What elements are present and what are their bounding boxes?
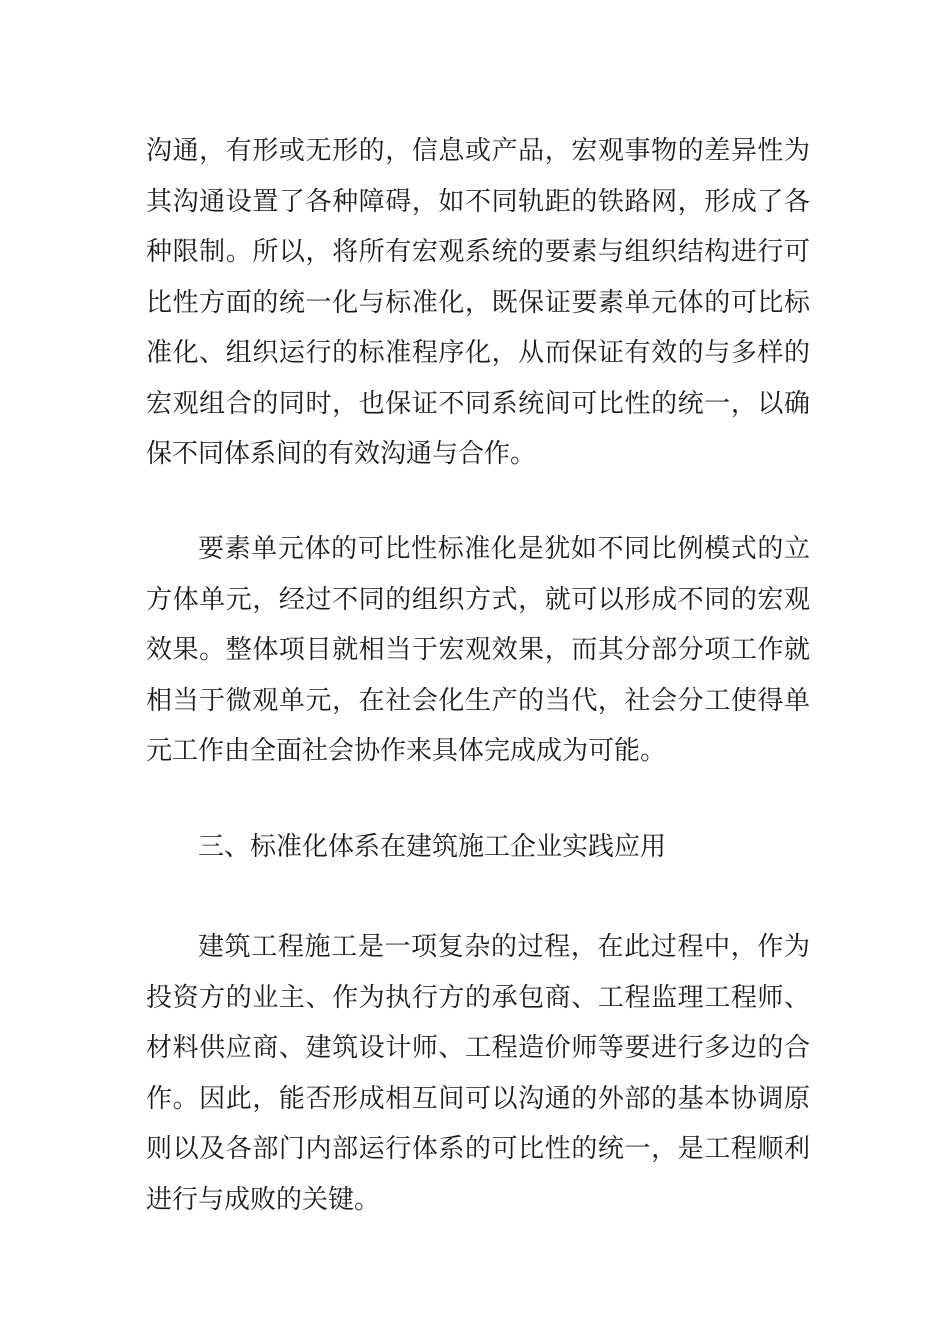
paragraph-communication-barriers: 沟通，有形或无形的，信息或产品，宏观事物的差异性为其沟通设置了各种障碍，如不同轨距的铁路网，形成了各种限制。所以，将所有宏观系统的要素与组织结构进行可比性方面的统一化与标准化，既保证要素单元体的可比标准化、组织运行的标准程序化，从而保证有效的与多样的宏观组合的同时，也保证不同系统间可比性的统一，以确保不同体系间的有效沟通与合作。 [146, 136, 810, 469]
section-heading: 三、标准化体系在建筑施工企业实践应用 [198, 832, 667, 862]
paragraph-unit-standardization: 要素单元体的可比性标准化是犹如不同比例模式的立方体单元，经过不同的组织方式，就可以形成不同的宏观效果。整体项目就相当于宏观效果，而其分部分项工作就相当于微观单元，在社会化生产的当代，社会分工使得单元工作由全面社会协作来具体完成成为可能。 [146, 534, 810, 766]
paragraph-construction-practice: 建筑工程施工是一项复杂的过程，在此过程中，作为投资方的业主、作为执行方的承包商、工程监理工程师、材料供应商、建筑设计师、工程造价师等要进行多边的合作。因此，能否形成相互间可以沟通的外部的基本协调原则以及各部门内部运行体系的可比性的统一，是工程顺利进行与成败的关键。 [146, 932, 810, 1215]
